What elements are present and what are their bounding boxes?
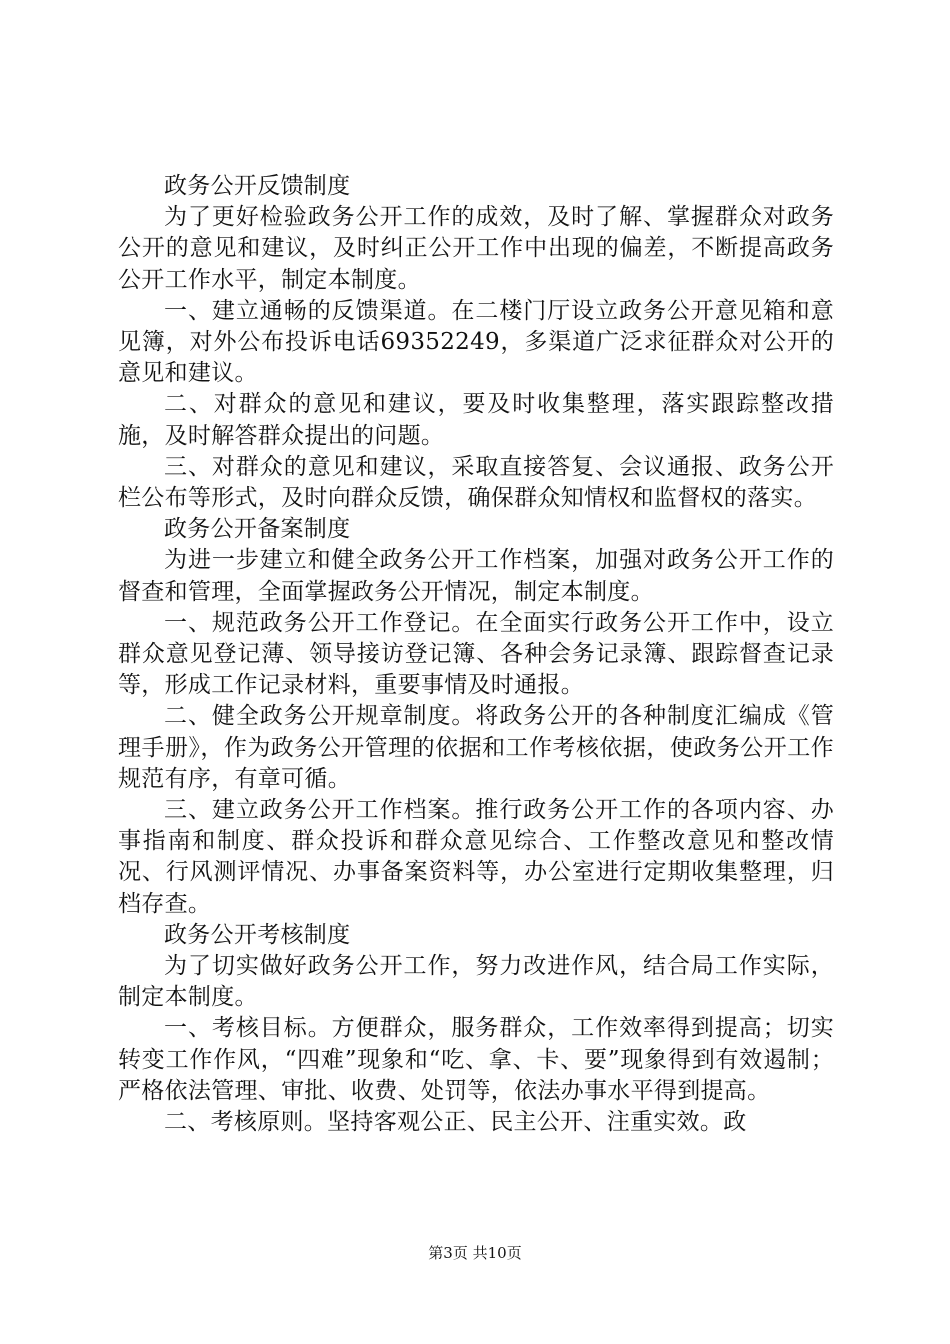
- paragraph: 一、考核目标。方便群众，服务群众，工作效率得到提高；切实转变工作作风，“四难”现象和“吃、拿、卡、要”现象得到有效遏制；严格依法管理、审批、收费、处罚等，依法办事水平得到提高。: [118, 1015, 834, 1104]
- section-title-feedback: 政务公开反馈制度: [164, 173, 351, 199]
- paragraph: 为进一步建立和健全政务公开工作档案，加强对政务公开工作的督查和管理，全面掌握政务公开情况，制定本制度。: [118, 547, 834, 605]
- document-body: [118, 171, 834, 1138]
- paragraph: 三、对群众的意见和建议，采取直接答复、会议通报、政务公开栏公布等形式，及时向群众反馈，确保群众知情权和监督权的落实。: [118, 453, 834, 512]
- section-title-assessment: 政务公开考核制度: [164, 921, 351, 948]
- section-title-filing: 政务公开备案制度: [164, 516, 351, 543]
- paragraph: 二、健全政务公开规章制度。将政务公开的各种制度汇编成《管理手册》，作为政务公开管理的依据和工作考核依据，使政务公开工作规范有序，有章可循。: [118, 703, 834, 792]
- paragraph: 为了切实做好政务公开工作，努力改进作风，结合局工作实际，制定本制度。: [118, 953, 834, 1011]
- paragraph: 二、考核原则。坚持客观公正、民主公开、注重实效。政: [164, 1109, 747, 1136]
- paragraph: 一、规范政务公开工作登记。在全面实行政务公开工作中，设立群众意见登记薄、领导接访登记簿、各种会务记录簿、跟踪督查记录等，形成工作记录材料，重要事情及时通报。: [118, 609, 834, 699]
- page-footer: 第3页 共10页: [428, 1244, 522, 1262]
- paragraph: 一、建立通畅的反馈渠道。在二楼门厅设立政务公开意见箱和意见簿，对外公布投诉电话69352249，多渠道广泛求征群众对公开的意见和建议。: [118, 297, 834, 387]
- paragraph: 三、建立政务公开工作档案。推行政务公开工作的各项内容、办事指南和制度、群众投诉和群众意见综合、工作整改意见和整改情况、行风测评情况、办事备案资料等，办公室进行定期收集整理，归档存查。: [118, 797, 834, 917]
- paragraph: 二、对群众的意见和建议，要及时收集整理，落实跟踪整改措施，及时解答群众提出的问题。: [118, 391, 834, 449]
- paragraph: 为了更好检验政务公开工作的成效，及时了解、掌握群众对政务公开的意见和建议，及时纠正公开工作中出现的偏差，不断提高政务公开工作水平，制定本制度。: [118, 204, 834, 293]
